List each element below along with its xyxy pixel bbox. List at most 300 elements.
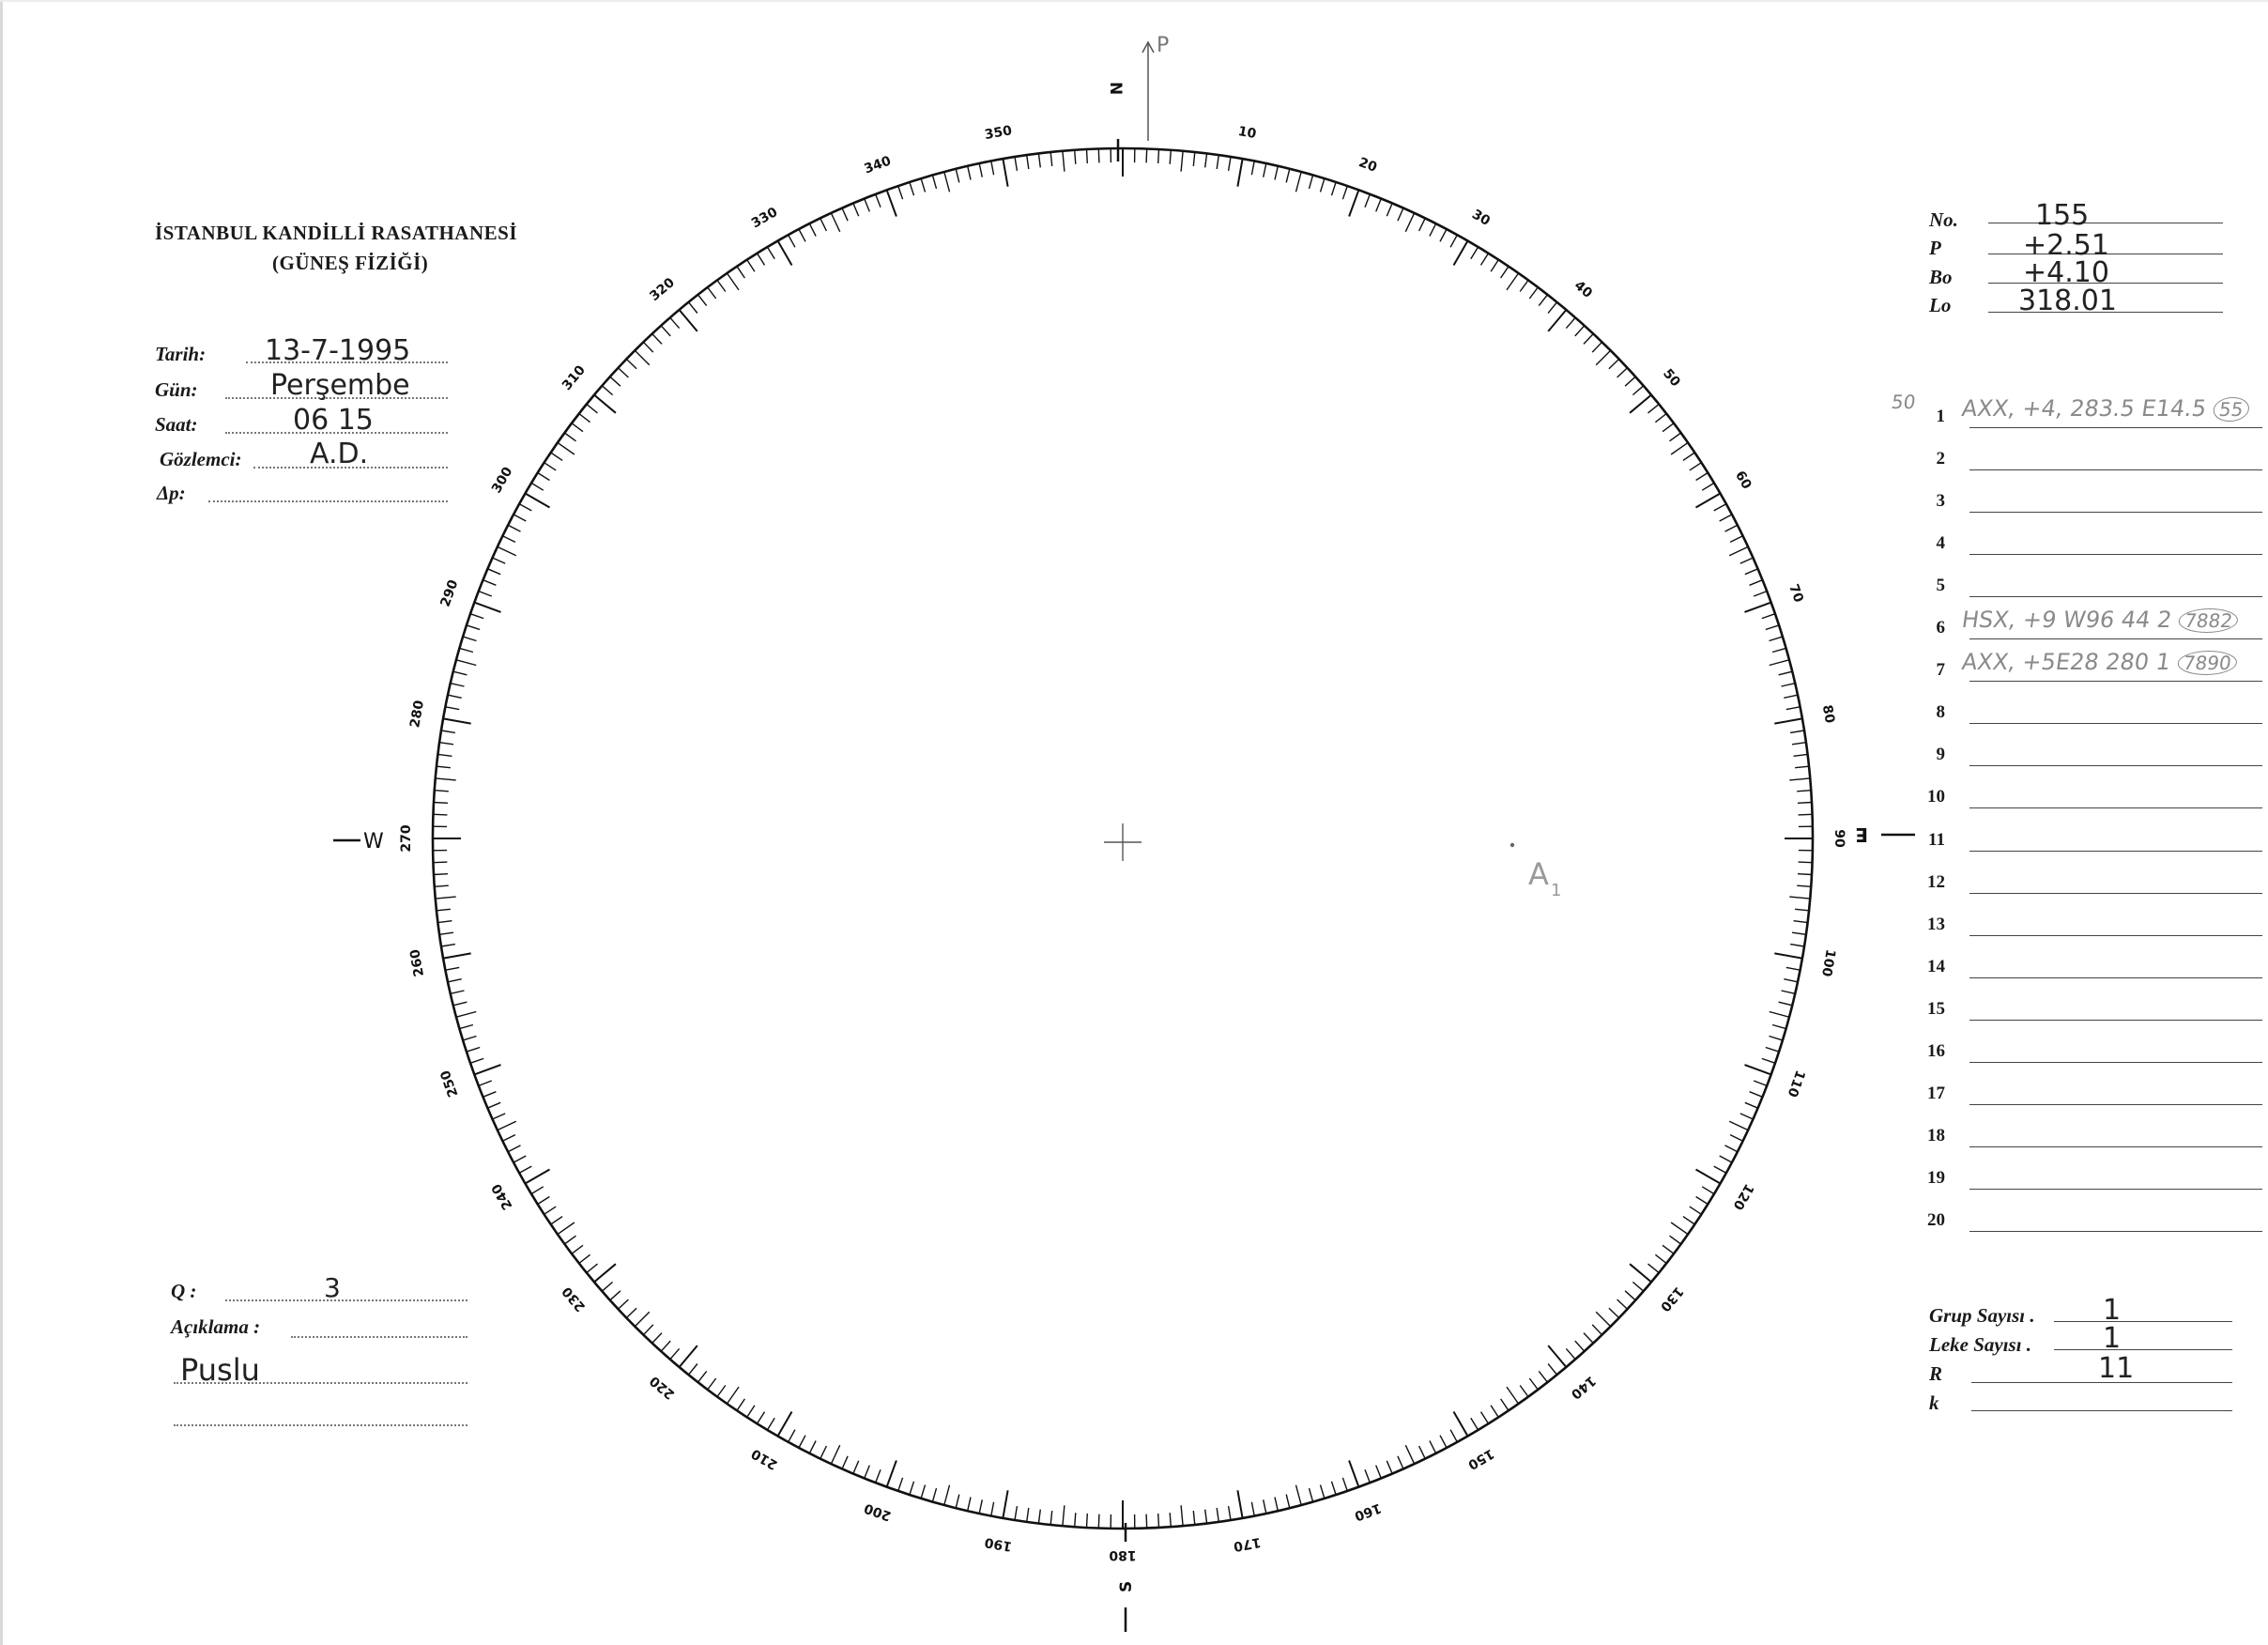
scale-tick <box>1655 414 1666 423</box>
scale-tick <box>1797 791 1811 792</box>
scale-label: 250 <box>437 1068 462 1099</box>
scale-tick <box>1405 1445 1414 1464</box>
scale-tick <box>483 580 497 586</box>
scale-tick <box>438 921 452 923</box>
scale-tick <box>1217 155 1218 169</box>
scale-tick <box>1003 1490 1007 1518</box>
scale-tick <box>435 791 449 792</box>
scale-tick <box>1797 885 1811 886</box>
scale-tick <box>602 1282 612 1291</box>
scale-tick <box>1539 295 1547 306</box>
remarks-label: Açıklama : <box>171 1315 261 1338</box>
scale-tick <box>1670 433 1681 441</box>
scale-tick <box>448 695 462 698</box>
ephemeris-bo-value: +4.10 <box>2023 256 2109 289</box>
ephemeris-p-value: +2.51 <box>2023 229 2109 262</box>
scale-tick <box>531 1187 544 1194</box>
scale-tick <box>1789 897 1810 899</box>
ephemeris-no-label: No. <box>1929 208 1958 231</box>
scale-tick <box>898 186 903 199</box>
scale-tick <box>1696 1197 1709 1205</box>
scale-label: 210 <box>748 1445 781 1473</box>
scale-tick <box>643 1325 652 1335</box>
scale-tick <box>661 326 670 336</box>
scale-tick <box>1584 334 1593 345</box>
scale-tick <box>1754 592 1767 596</box>
scale-tick <box>1015 157 1017 171</box>
sunspot-group-label-sub: 1 <box>1551 881 1562 900</box>
scale-tick <box>1714 504 1726 511</box>
scale-tick <box>1745 1065 1771 1074</box>
scale-tick <box>910 1482 914 1495</box>
scale-tick <box>594 395 616 413</box>
scale-tick <box>531 483 544 490</box>
scale-tick <box>502 1135 515 1142</box>
scale-tick <box>1063 1505 1065 1526</box>
west-label: W <box>363 830 384 853</box>
scale-tick <box>551 453 562 460</box>
r-label: R <box>1929 1362 1943 1385</box>
scale-tick <box>767 1418 774 1430</box>
scale-tick <box>438 754 452 756</box>
scale-tick <box>831 1445 839 1464</box>
scale-tick <box>991 161 994 176</box>
institution-name: İSTANBUL KANDİLLİ RASATHANESİ <box>155 222 517 244</box>
scale-tick <box>437 909 451 911</box>
scale-label: 300 <box>488 464 516 497</box>
scale-tick <box>1063 151 1065 172</box>
scale-tick <box>1729 1121 1748 1130</box>
scale-tick <box>1342 1478 1347 1491</box>
ephemeris-lo-value: 318.01 <box>2018 284 2117 317</box>
group-row-entry-text: AXX, +4, 283.5 E14.5 <box>1960 395 2209 422</box>
scale-tick <box>737 267 744 278</box>
scale-label: 330 <box>748 204 781 232</box>
group-row-circled-number: 7882 <box>2177 608 2240 633</box>
scale-tick <box>538 1197 550 1205</box>
scale-tick <box>1566 1348 1575 1359</box>
group-count-label: Grup Sayısı . <box>1929 1304 2035 1327</box>
scale-tick <box>1520 1386 1528 1397</box>
scale-label: 230 <box>559 1284 590 1314</box>
scale-tick <box>1683 1217 1694 1224</box>
scale-tick <box>1630 395 1651 413</box>
scale-tick <box>1596 350 1611 365</box>
scale-tick <box>1342 186 1347 199</box>
ephemeris-p-label: P <box>1929 237 1941 259</box>
scale-tick <box>1779 1002 1793 1006</box>
scale-label: 80 <box>1818 703 1837 725</box>
r-value: 11 <box>2098 1352 2135 1385</box>
q-label: Q : <box>171 1280 197 1302</box>
scale-tick <box>643 342 652 352</box>
scale-tick <box>436 778 456 780</box>
scale-tick <box>1015 1506 1017 1520</box>
scale-tick <box>526 494 550 508</box>
scale-tick <box>1507 1387 1519 1404</box>
p-axis-label: P <box>1157 34 1170 57</box>
scale-tick <box>513 515 526 521</box>
scale-tick <box>1792 932 1806 934</box>
scale-tick <box>680 310 697 331</box>
scale-tick <box>1790 945 1804 946</box>
scale-tick <box>1790 730 1804 732</box>
scale-tick <box>670 317 680 328</box>
scale-tick <box>1766 625 1779 630</box>
scale-tick <box>1430 1441 1436 1453</box>
group-row-entry-text: AXX, +5E28 280 1 <box>1960 649 2172 676</box>
scale-tick <box>619 1299 629 1309</box>
scale-tick <box>887 1461 896 1487</box>
scale-tick <box>453 671 467 675</box>
scale-tick <box>572 1245 583 1253</box>
date-label: Tarih: <box>155 343 207 365</box>
scale-tick <box>1663 423 1674 432</box>
scale-tick <box>1782 991 1796 993</box>
scale-tick <box>1575 326 1585 336</box>
scale-tick <box>708 287 716 299</box>
scale-tick <box>448 979 462 982</box>
scale-tick <box>1730 1135 1743 1142</box>
scale-tick <box>1630 1264 1651 1282</box>
scale-label: 70 <box>1785 582 1806 605</box>
scale-tick <box>1217 1508 1218 1522</box>
scale-tick <box>944 172 950 192</box>
scale-label: 100 <box>1817 947 1838 978</box>
scale-tick <box>1725 525 1738 531</box>
scale-tick <box>1794 754 1808 756</box>
scale-tick <box>921 1485 925 1499</box>
scale-tick <box>1349 1461 1358 1487</box>
scale-tick <box>474 603 500 612</box>
scale-tick <box>1786 707 1801 710</box>
scale-tick <box>526 1170 550 1184</box>
scale-label: 50 <box>1660 365 1683 391</box>
scale-tick <box>910 182 914 195</box>
group-row-number: 2 <box>1936 449 1945 469</box>
scale-tick <box>1332 182 1337 195</box>
scale-tick <box>439 743 453 745</box>
scale-tick <box>1784 695 1798 698</box>
scale-tick <box>493 1114 506 1119</box>
scale-tick <box>670 1348 680 1359</box>
scale-tick <box>579 1254 590 1263</box>
scale-tick <box>876 1469 881 1483</box>
day-label: Gün: <box>155 378 198 401</box>
scale-tick <box>1251 1502 1254 1516</box>
group-row-number: 7 <box>1936 660 1945 681</box>
scale-tick <box>587 404 598 413</box>
scale-tick <box>1398 1456 1403 1469</box>
scale-tick <box>1098 148 1099 162</box>
scale-tick <box>538 473 550 481</box>
group-row-number: 5 <box>1936 576 1945 596</box>
scale-tick <box>564 1236 575 1244</box>
scale-tick <box>1548 1345 1566 1367</box>
group-row-number: 12 <box>1927 871 1945 892</box>
scale-tick <box>1702 1187 1714 1194</box>
scale-tick <box>853 203 859 216</box>
scale-tick <box>1365 194 1370 208</box>
scale-label: 220 <box>647 1372 678 1403</box>
scale-tick <box>1229 1506 1231 1520</box>
scale-tick <box>1529 287 1538 299</box>
scale-tick <box>758 254 765 266</box>
scale-tick <box>467 1048 480 1053</box>
scale-tick <box>544 1207 557 1214</box>
scale-tick <box>479 1081 492 1085</box>
scale-tick <box>1770 637 1783 640</box>
scale-label: 130 <box>1656 1284 1687 1314</box>
scale-tick <box>1772 648 1785 652</box>
scale-tick <box>626 1308 636 1317</box>
scale-tick <box>1501 267 1509 278</box>
group-row-entry-text: HSX, +9 W96 44 2 <box>1960 607 2174 634</box>
scale-tick <box>1387 1461 1392 1474</box>
scale-tick <box>876 194 881 208</box>
scale-tick <box>443 718 471 723</box>
scale-tick <box>1507 273 1519 290</box>
scale-tick <box>688 302 697 314</box>
scale-tick <box>1146 1514 1147 1529</box>
scale-tick <box>1296 1485 1302 1505</box>
k-label: k <box>1929 1391 1939 1414</box>
scale-tick <box>652 1333 662 1344</box>
scale-tick <box>1450 235 1457 247</box>
scale-label: 140 <box>1568 1372 1599 1403</box>
scale-tick <box>470 614 483 619</box>
scale-tick <box>1158 149 1159 163</box>
scale-tick <box>865 199 870 212</box>
scale-tick <box>1491 1406 1498 1418</box>
scale-tick <box>437 766 451 768</box>
scale-tick <box>487 569 500 575</box>
scale-tick <box>463 637 476 640</box>
scale-tick <box>1098 1514 1099 1529</box>
group-row-number: 16 <box>1927 1040 1945 1061</box>
scale-tick <box>809 1441 816 1453</box>
scale-tick <box>572 423 583 432</box>
scale-tick <box>820 218 827 231</box>
scale-tick <box>619 368 629 377</box>
scale-label: 190 <box>983 1533 1014 1554</box>
scale-tick <box>1696 473 1709 481</box>
groups-margin-note: 50 <box>1890 391 1918 413</box>
scale-tick <box>1774 718 1802 723</box>
scale-tick <box>1671 1222 1688 1235</box>
date-value: 13-7-1995 <box>265 334 411 367</box>
scale-tick <box>1087 1514 1088 1528</box>
scale-label: 110 <box>1784 1068 1808 1099</box>
scale-tick <box>1349 190 1358 216</box>
scale-tick <box>1430 223 1436 236</box>
scale-tick <box>1471 247 1479 259</box>
scale-tick <box>1027 1508 1029 1522</box>
scale-tick <box>853 1461 859 1474</box>
scale-tick <box>1609 359 1619 368</box>
scale-tick <box>1784 979 1798 982</box>
scale-tick <box>551 1217 562 1224</box>
scale-label: 340 <box>862 153 894 177</box>
scale-tick <box>1663 1245 1674 1253</box>
scale-tick <box>1440 229 1447 241</box>
scale-tick <box>513 1156 526 1162</box>
scale-tick <box>487 1102 500 1108</box>
scale-tick <box>460 648 473 652</box>
scale-tick <box>1770 1037 1783 1040</box>
scale-tick <box>865 1466 870 1479</box>
scale-tick <box>1774 953 1802 958</box>
scale-label: 10 <box>1236 124 1258 143</box>
scale-tick <box>991 1502 994 1516</box>
scale-tick <box>456 1012 476 1018</box>
scale-tick <box>1440 1436 1447 1448</box>
scale-tick <box>1632 1282 1643 1291</box>
scale-tick <box>610 377 621 386</box>
scale-tick <box>979 1499 982 1514</box>
scale-tick <box>1592 342 1601 352</box>
scale-tick <box>635 350 650 365</box>
scale-tick <box>502 536 515 543</box>
scale-tick <box>799 229 805 241</box>
scale-tick <box>1286 1495 1290 1509</box>
scale-tick <box>558 442 575 454</box>
group-row-number: 8 <box>1936 702 1945 723</box>
scale-tick <box>1454 241 1468 266</box>
scale-tick <box>1625 377 1635 386</box>
scale-tick <box>460 1025 473 1029</box>
sunspot <box>1510 843 1514 847</box>
scale-label: 180 <box>1109 1547 1137 1562</box>
scale-tick <box>747 260 755 272</box>
scale-tick <box>1789 778 1810 780</box>
scale-tick <box>727 1387 739 1404</box>
scale-tick <box>1592 1325 1601 1335</box>
scale-tick <box>820 1446 827 1459</box>
day-value: Perşembe <box>270 369 410 402</box>
scale-label: 40 <box>1571 278 1596 301</box>
south-label: S <box>1117 1580 1136 1592</box>
scale-tick <box>1229 157 1231 171</box>
group-row-circled-number: 55 <box>2212 397 2250 422</box>
scale-label: 310 <box>559 362 590 393</box>
scale-tick <box>626 359 636 368</box>
scale-tick <box>446 707 460 710</box>
scale-tick <box>451 684 465 686</box>
scale-tick <box>1450 1430 1457 1442</box>
scale-tick <box>1170 150 1171 164</box>
scale-tick <box>1075 150 1076 164</box>
scale-tick <box>1237 1490 1242 1518</box>
scale-tick <box>1251 161 1254 176</box>
scale-tick <box>767 247 774 259</box>
scale-label: 320 <box>647 274 678 305</box>
scale-tick <box>898 1478 903 1491</box>
q-value: 3 <box>324 1272 341 1303</box>
scale-tick <box>1332 1482 1337 1495</box>
time-label: Saat: <box>155 413 198 436</box>
scale-label: 150 <box>1464 1445 1497 1473</box>
scale-tick <box>698 295 707 306</box>
spot-count-value: 1 <box>2103 1322 2122 1355</box>
scale-tick <box>435 885 449 886</box>
scale-tick <box>727 273 739 290</box>
scale-label: 30 <box>1469 207 1493 229</box>
scale-tick <box>1566 317 1575 328</box>
scale-tick <box>1075 1513 1076 1527</box>
scale-tick <box>1286 169 1290 183</box>
scale-tick <box>587 1264 598 1273</box>
scale-tick <box>1696 1170 1721 1184</box>
scale-tick <box>1617 1299 1628 1309</box>
group-row-number: 15 <box>1927 998 1945 1019</box>
scale-tick <box>1539 1371 1547 1382</box>
east-label: E <box>1855 823 1868 846</box>
scale-tick <box>433 814 447 815</box>
scale-tick <box>467 625 480 630</box>
scale-label: 240 <box>488 1180 516 1213</box>
scale-tick <box>610 1291 621 1300</box>
scale-tick <box>1690 1207 1702 1214</box>
scale-tick <box>944 1485 950 1505</box>
scale-tick <box>508 525 520 531</box>
group-row-number: 6 <box>1936 618 1945 638</box>
scale-tick <box>789 235 795 247</box>
group-row-number: 18 <box>1927 1125 1945 1145</box>
scale-label: 200 <box>862 1499 894 1524</box>
scale-tick <box>956 169 959 183</box>
scale-tick <box>1264 1499 1266 1514</box>
group-row-number: 10 <box>1927 787 1945 807</box>
scale-tick <box>1772 1025 1785 1029</box>
scale-tick <box>968 1498 971 1512</box>
scale-tick <box>1419 1446 1426 1459</box>
scale-tick <box>519 1166 531 1173</box>
scale-tick <box>979 163 982 177</box>
scale-tick <box>479 592 492 596</box>
time-value: 06 15 <box>293 404 374 437</box>
group-row-number: 3 <box>1936 491 1945 512</box>
scale-label: 60 <box>1732 469 1755 492</box>
delta-p-label: Δp: <box>157 482 186 504</box>
scale-tick <box>1683 453 1694 460</box>
scale-tick <box>453 1002 467 1006</box>
scale-tick <box>842 1456 848 1469</box>
scale-tick <box>1027 155 1029 169</box>
scale-tick <box>1050 1511 1052 1525</box>
scale-tick <box>594 1264 616 1282</box>
scale-tick <box>1205 154 1207 168</box>
scale-label: 290 <box>437 577 462 609</box>
scale-tick <box>1766 1048 1779 1053</box>
scale-tick <box>1376 1466 1382 1479</box>
ephemeris-no-value: 155 <box>2035 199 2090 232</box>
scale-tick <box>1795 766 1809 768</box>
group-row-number: 4 <box>1936 533 1945 554</box>
scale-tick <box>708 1378 716 1390</box>
scale-tick <box>470 1058 483 1063</box>
scale-tick <box>1745 569 1758 575</box>
sunspot-group-label: A <box>1528 856 1549 892</box>
scale-tick <box>1548 310 1566 331</box>
scale-label: 170 <box>1232 1533 1263 1554</box>
department-name: (GÜNEŞ FİZİĞİ) <box>272 252 429 274</box>
scale-tick <box>498 546 516 555</box>
scale-tick <box>1740 1114 1754 1119</box>
scale-tick <box>1170 1513 1171 1527</box>
scale-tick <box>1779 671 1793 675</box>
scale-tick <box>1087 149 1088 163</box>
